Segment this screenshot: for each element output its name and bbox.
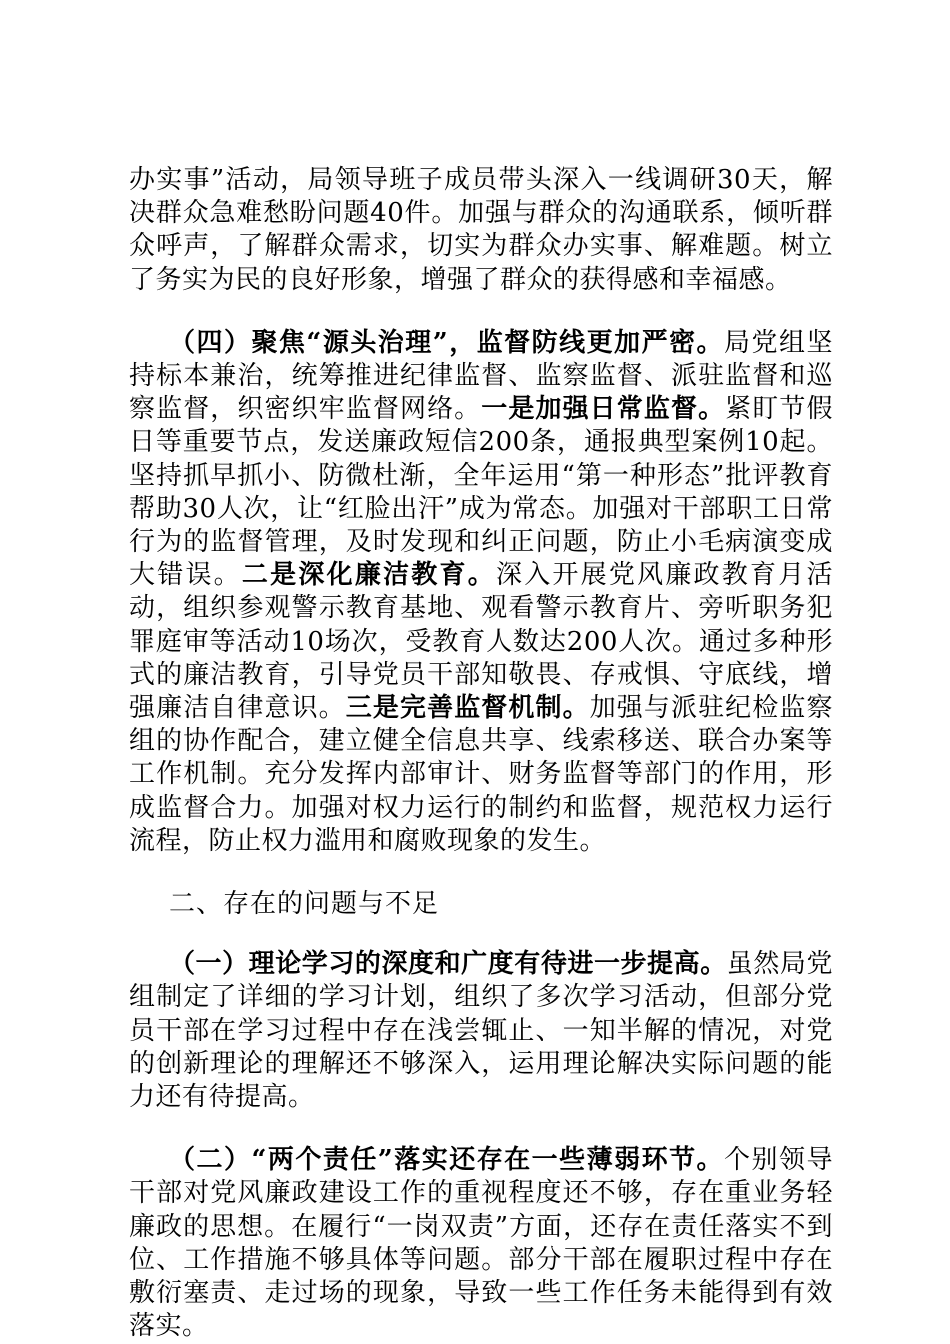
paragraph-lead-heading: （四）聚焦“源头治理”，监督防线更加严密。	[169, 327, 725, 358]
section-heading	[129, 888, 833, 921]
paragraph-text: 紧盯节假日等重要节点，发送廉政短信200条，通报典型案例10起。坚持抓早抓小、防微杜渐，全年运用“第一种形态”批评教育帮助30人次，让“红脸出汗”成为常态。加强对干部职工日常行为的监督管理，及时发现和纠正问题，防止小毛病演变成大错误。	[129, 394, 833, 591]
subpoint-heading-2: 二是深化廉洁教育。	[241, 560, 496, 591]
paragraph-text: 深入开展党风廉政教育月活动，组织参观警示教育基地、观看警示教育片、旁听职务犯罪庭审等活动10场次，受教育人数达200人次。通过多种形式的廉洁教育，引导党员干部知敬畏、存戒惧、守底线，增强廉洁自律意识。	[129, 560, 833, 724]
subpoint-heading-1: 一是加强日常监督。	[481, 394, 726, 425]
paragraph-text: 个别领导干部对党风廉政建设工作的重视程度还不够，存在重业务轻廉政的思想。在履行“一岗双责”方面，还存在责任落实不到位、工作措施不够具体等问题。部分干部在履职过程中存在敷衍塞责、走过场的现象，导致一些工作任务未能得到有效落实。	[129, 1145, 833, 1342]
paragraph-problem-2	[129, 1144, 833, 1343]
paragraph-problem-1	[129, 948, 833, 1114]
document-page	[129, 164, 833, 1344]
paragraph-text: 虽然局党组制定了详细的学习计划，组织了多次学习活动，但部分党员干部在学习过程中存在浅尝辄止、一知半解的情况，对党的创新理论的理解还不够深入，运用理论解决实际问题的能力还有待提高。	[129, 949, 833, 1113]
section-heading-text: 二、存在的问题与不足	[169, 889, 440, 920]
paragraph-text: 办实事”活动，局领导班子成员带头深入一线调研30天，解决群众急难愁盼问题40件。加强与群众的沟通联系，倾听群众呼声，了解群众需求，切实为群众办实事、解难题。树立了务实为民的良好形象，增强了群众的获得感和幸福感。	[129, 165, 833, 295]
paragraph-text: 加强与派驻纪检监察组的协作配合，建立健全信息共享、线索移送、联合办案等工作机制。充分发挥内部审计、财务监督等部门的作用，形成监督合力。加强对权力运行的制约和监督，规范权力运行流程，防止权力滥用和腐败现象的发生。	[129, 693, 833, 856]
paragraph-supervision	[129, 327, 833, 858]
paragraph-continuation	[129, 164, 833, 297]
paragraph-text: 局党组坚持标本兼治，统筹推进纪律监督、监察监督、派驻监督和巡察监督，织密织牢监督网络。	[129, 327, 833, 425]
paragraph-lead-heading: （二）“两个责任”落实还存在一些薄弱环节。	[169, 1145, 725, 1176]
subpoint-heading-3: 三是完善监督机制。	[345, 693, 590, 724]
paragraph-lead-heading: （一）理论学习的深度和广度有待进一步提高。	[169, 949, 727, 980]
